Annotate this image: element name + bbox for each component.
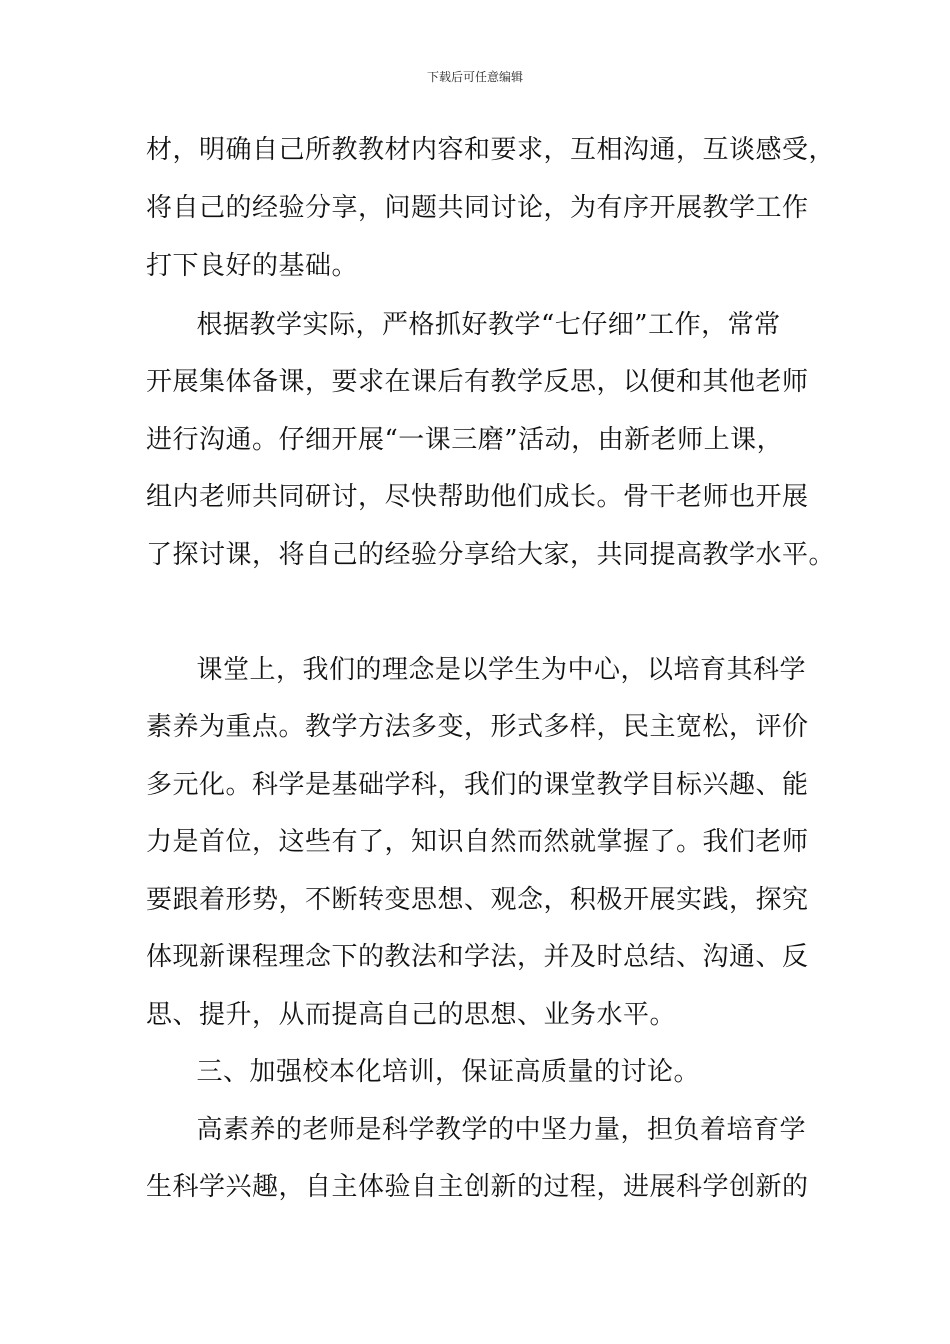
text-line: 根据教学实际，严格抓好教学“七仔细”工作，常常 [170,310,781,340]
header-note: 下载后可任意编辑 [426,70,523,84]
text-line: 打下良好的基础。 [146,251,359,281]
text-line: 课堂上，我们的理念是以学生为中心，以培育其科学 [170,655,807,685]
text-line: 力是首位，这些有了，知识自然而然就掌握了。我们老师 [146,827,809,857]
text-line: 要跟着形势，不断转变思想、观念，积极开展实践，探究 [146,885,809,915]
text-line: 高素养的老师是科学教学的中坚力量，担负着培育学 [170,1115,807,1145]
text-line: 多元化。科学是基础学科，我们的课堂教学目标兴趣、能 [146,770,809,800]
text-line: 进行沟通。仔细开展“一课三磨”活动，由新老师上课， [146,425,784,455]
section-heading: 三、加强校本化培训，保证高质量的讨论。 [170,1057,701,1087]
text-line: 思、提升，从而提高自己的思想、业务水平。 [146,1000,677,1030]
text-line: 组内老师共同研讨，尽快帮助他们成长。骨干老师也开展 [146,482,809,512]
text-line: 了探讨课，将自己的经验分享给大家，共同提高教学水平。 [146,540,836,570]
text-line: 素养为重点。教学方法多变，形式多样，民主宽松，评价 [146,712,809,742]
text-line: 材，明确自己所教教材内容和要求，互相沟通，互谈感受， [146,135,836,165]
text-line: 生科学兴趣，自主体验自主创新的过程，进展科学创新的 [146,1172,809,1202]
text-line: 开展集体备课，要求在课后有教学反思，以便和其他老师 [146,367,809,397]
text-line: 将自己的经验分享，问题共同讨论，为有序开展教学工作 [146,193,809,223]
text-line: 体现新课程理念下的教法和学法，并及时总结、沟通、反 [146,942,809,972]
